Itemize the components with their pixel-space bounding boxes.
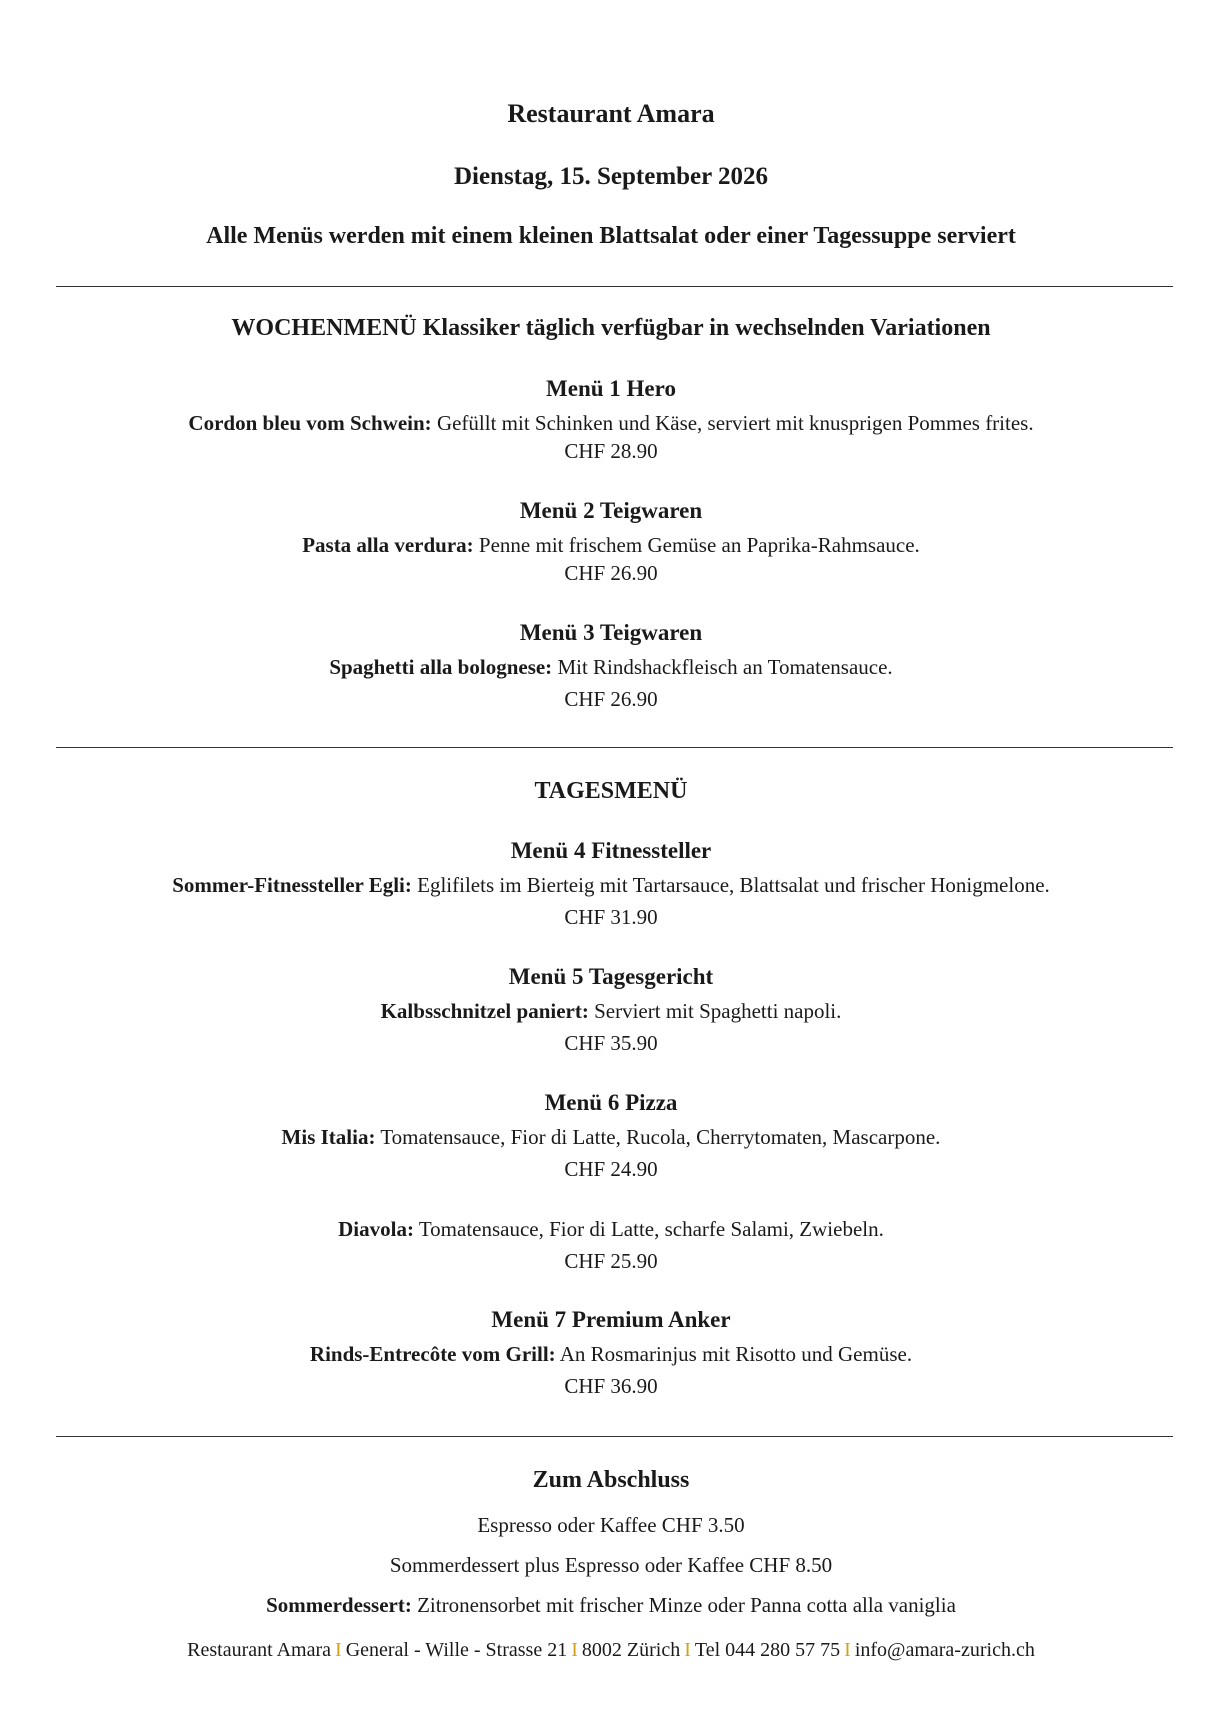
footer-address: General - Wille - Strasse 21 [345,1639,568,1661]
dish-name: Sommer-Fitnessteller Egli: [172,873,412,897]
coffee-line: Espresso oder Kaffee CHF 3.50 [477,1513,745,1537]
menu-title: Menü 2 Teigwaren [519,498,703,523]
dish-name: Cordon bleu vom Schwein: [188,411,432,435]
menu-title: Menü 1 Hero [546,376,676,401]
menu-description [0,1217,1222,1242]
dish-name: Rinds-Entrecôte vom Grill: [309,1342,556,1366]
dish-description: Serviert mit Spaghetti napoli. [588,999,842,1023]
closing-heading: Zum Abschluss [532,1467,690,1493]
dish-description: Tomatensauce, Fior di Latte, Rucola, Cherrytomaten, Mascarpone. [375,1125,941,1149]
serving-note: Alle Menüs werden mit einem kleinen Blattsalat oder einer Tagessuppe serviert [206,223,1016,249]
menu-price: CHF 31.90 [564,905,658,929]
weekly-heading: WOCHENMENÜ Klassiker täglich verfügbar in wechselnden Variationen [231,315,991,341]
menu-description [0,411,1222,436]
menu-price: CHF 24.90 [564,1157,658,1181]
divider [56,1436,1173,1437]
menu-title: Menü 4 Fitnessteller [510,838,712,863]
dish-name: Kalbsschnitzel paniert: [380,999,589,1023]
menu-description [0,1125,1222,1150]
dessert-combo-line: Sommerdessert plus Espresso oder Kaffee CHF 8.50 [389,1553,833,1577]
menu-description [0,533,1222,558]
dessert-line [0,1593,1222,1618]
menu-price: CHF 26.90 [564,561,658,585]
menu-date: Dienstag, 15. September 2026 [453,163,769,190]
daily-heading: TAGESMENÜ [534,778,688,804]
footer-email-link[interactable]: info@amara-zurich.ch [854,1639,1035,1661]
restaurant-title: Restaurant Amara [507,99,715,128]
menu-price: CHF 36.90 [564,1374,658,1398]
footer-city: 8002 Zürich [581,1639,681,1661]
dish-name: Mis Italia: [281,1125,376,1149]
dish-description: Eglifilets im Bierteig mit Tartarsauce, Blattsalat und frischer Honigmelone. [411,873,1050,897]
menu-price: CHF 35.90 [564,1031,658,1055]
footer-name: Restaurant Amara [187,1639,332,1661]
dessert-description: Zitronensorbet mit frischer Minze oder Panna cotta alla vaniglia [411,1593,956,1617]
footer-separator: I [844,1639,851,1661]
divider [56,747,1173,748]
footer-separator: I [335,1639,342,1661]
menu-description [0,873,1222,898]
dish-description: Penne mit frischem Gemüse an Paprika-Rahmsauce. [473,533,920,557]
footer [0,1639,1222,1662]
dish-name: Spaghetti alla bolognese: [329,655,553,679]
menu-title: Menü 5 Tagesgericht [508,964,714,989]
dish-name: Pasta alla verdura: [302,533,474,557]
menu-title: Menü 7 Premium Anker [491,1307,731,1332]
dessert-label: Sommerdessert: [266,1593,412,1617]
dish-description: Mit Rindshackfleisch an Tomatensauce. [552,655,893,679]
divider [56,286,1173,287]
menu-price: CHF 25.90 [564,1249,658,1273]
menu-price: CHF 28.90 [564,439,658,463]
footer-separator: I [571,1639,578,1661]
menu-title: Menü 6 Pizza [544,1090,678,1115]
dish-description: Gefüllt mit Schinken und Käse, serviert mit knusprigen Pommes frites. [431,411,1034,435]
menu-title: Menü 3 Teigwaren [519,620,703,645]
menu-description [0,655,1222,680]
footer-phone: Tel 044 280 57 75 [694,1639,841,1661]
footer-separator: I [684,1639,691,1661]
menu-description [0,1342,1222,1367]
menu-price: CHF 26.90 [564,687,658,711]
dish-name: Diavola: [338,1217,414,1241]
dish-description: Tomatensauce, Fior di Latte, scharfe Salami, Zwiebeln. [413,1217,884,1241]
dish-description: An Rosmarinjus mit Risotto und Gemüse. [555,1342,913,1366]
menu-description [0,999,1222,1024]
